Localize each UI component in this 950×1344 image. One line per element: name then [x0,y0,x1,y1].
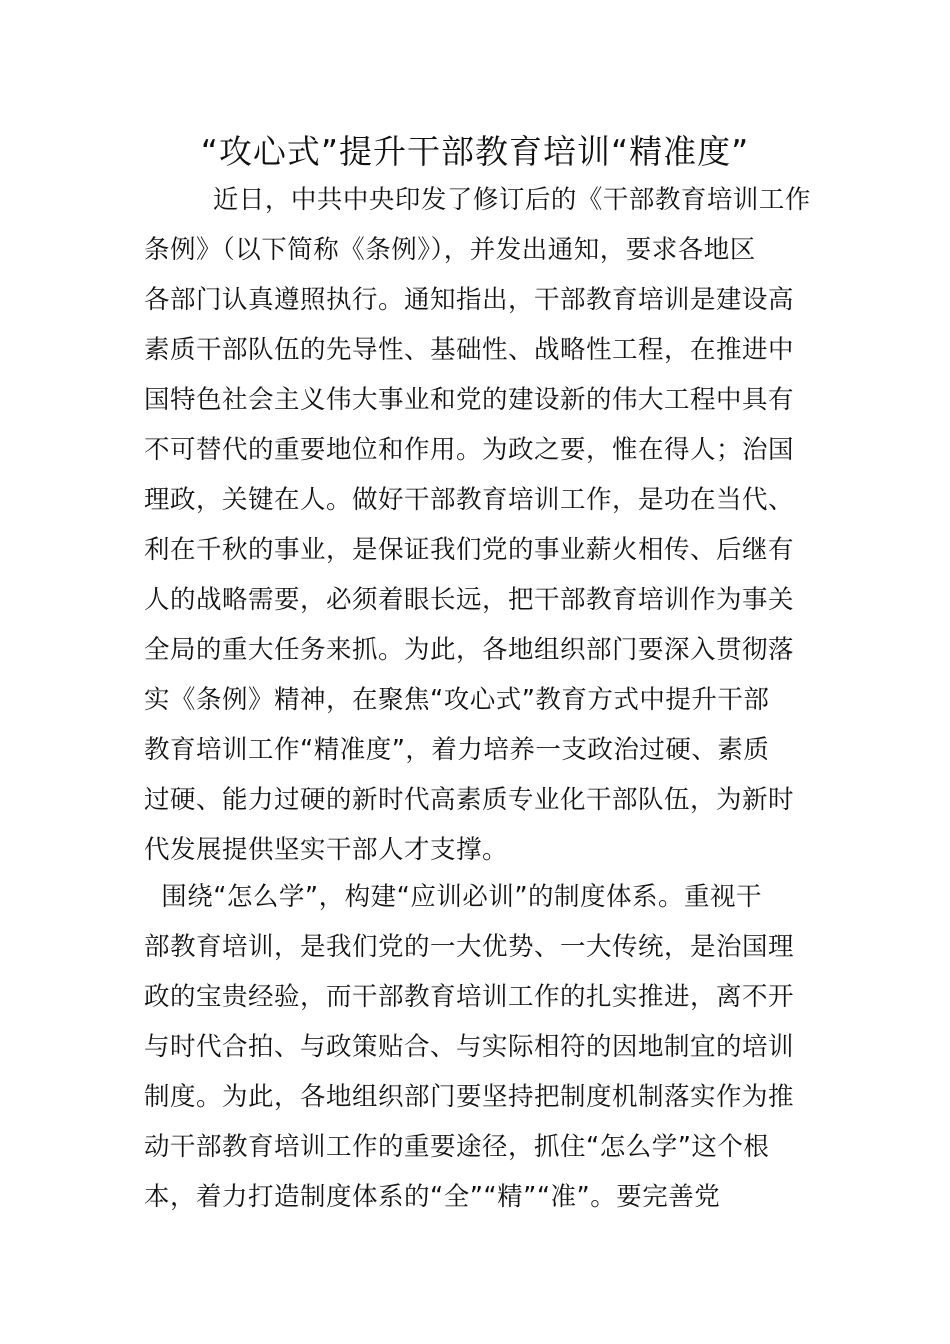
text-line: 实《条例》精神，在聚焦“攻心式”教育方式中提升干部 [144,685,770,715]
text-line: 不可替代的重要地位和作用。为政之要，惟在得人；治国 [144,435,795,465]
paragraph-2 [144,872,808,1222]
text-line: 素质干部队伍的先导性、基础性、战略性工程，在推进中 [144,335,795,365]
text-line: 与时代合拍、与政策贴合、与实际相符的因地制宜的培训 [144,1032,795,1062]
text-line: 政的宝贵经验，而干部教育培训工作的扎实推进，离不开 [144,982,795,1012]
text-line: 理政，关键在人。做好干部教育培训工作，是功在当代、 [144,485,795,515]
text-line: 制度。为此，各地组织部门要坚持把制度机制落实作为推 [144,1082,795,1112]
text-line: 全局的重大任务来抓。为此，各地组织部门要深入贯彻落 [144,635,795,665]
text-line: 过硬、能力过硬的新时代高素质专业化干部队伍，为新时 [144,785,795,815]
paragraph-1 [144,175,811,875]
text-line: 近日，中共中央印发了修订后的《干部教育培训工作 [144,185,811,215]
text-line: 国特色社会主义伟大事业和党的建设新的伟大工程中具有 [144,385,795,415]
text-line: 本，着力打造制度体系的“全”“精”“准”。要完善党 [144,1182,721,1212]
text-line: 人的战略需要，必须着眼长远，把干部教育培训作为事关 [144,585,795,615]
text-line: 条例》（以下简称《条例》），并发出通知，要求各地区 [144,235,756,265]
text-line: 各部门认真遵照执行。通知指出，干部教育培训是建设高 [144,285,795,315]
text-line: 围绕“怎么学”，构建“应训必训”的制度体系。重视干 [144,882,763,912]
text-line: 教育培训工作“精准度”，着力培养一支政治过硬、素质 [144,735,770,765]
document-title: “攻心式”提升干部教育培训“精准度” [200,132,750,171]
text-line: 利在千秋的事业，是保证我们党的事业薪火相传、后继有 [144,535,795,565]
text-line: 动干部教育培训工作的重要途径，抓住“怎么学”这个根 [144,1132,770,1162]
text-line: 部教育培训，是我们党的一大优势、一大传统，是治国理 [144,932,795,962]
text-line: 代发展提供坚实干部人才支撑。 [144,835,509,865]
